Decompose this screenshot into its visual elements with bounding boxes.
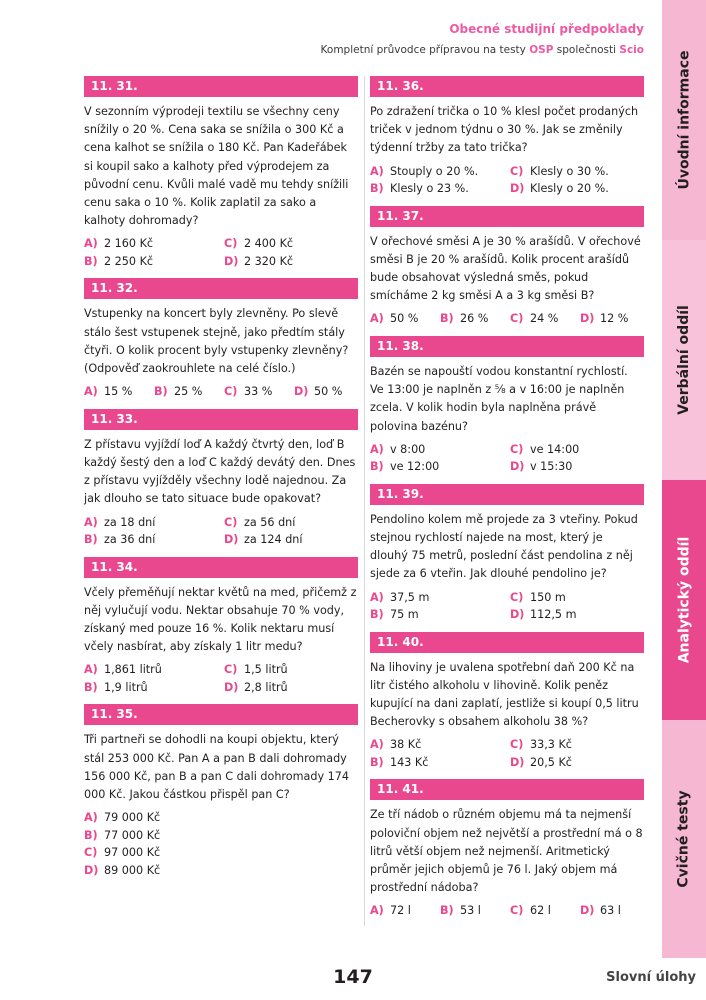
- book-title: Obecné studijní předpoklady: [449, 22, 644, 36]
- answer-option[interactable]: [370, 736, 510, 754]
- question-text: Vstupenky na koncert byly zlevněny. Po slevě stálo šest vstupenek stejně, jako předtím stály čtyři. O kolik procent byly vstupenky zlevněny? (Odpověď zaokrouhlete na celé číslo.): [84, 307, 349, 376]
- answer-option[interactable]: [370, 441, 510, 459]
- option-letter: B): [440, 904, 454, 918]
- answer-options: [370, 902, 644, 928]
- option-value: 26 %: [460, 312, 489, 326]
- option-value: 2 400 Kč: [244, 237, 294, 251]
- answer-option[interactable]: [370, 458, 510, 476]
- option-letter: B): [440, 312, 454, 326]
- option-value: 25 %: [174, 385, 203, 399]
- answer-option[interactable]: [510, 163, 644, 181]
- option-value: 50 %: [314, 385, 343, 399]
- answer-options: [84, 809, 358, 887]
- answer-options: [84, 383, 358, 409]
- section-name: Slovní úlohy: [606, 970, 696, 985]
- question-number: 11. 41.: [370, 779, 644, 800]
- option-value: 2 320 Kč: [244, 254, 294, 268]
- question-number: 11. 32.: [84, 278, 358, 299]
- option-value: 143 Kč: [390, 755, 429, 769]
- answer-option[interactable]: [510, 310, 580, 328]
- answer-option[interactable]: [84, 679, 224, 697]
- question-text: Tři partneři se dohodli na koupi objektu, který stál 253 000 Kč. Pan A a pan B dali dohromady 156 000 Kč, pan B a pan C dali dohromady 174 000 Kč. Jakou částkou přispěl pan C?: [84, 733, 349, 801]
- answer-option[interactable]: [370, 754, 510, 772]
- option-letter: D): [84, 863, 99, 877]
- option-value: 2 160 Kč: [104, 237, 154, 251]
- option-value: v 15:30: [530, 460, 573, 474]
- option-value: Stouply o 20 %.: [390, 164, 479, 178]
- option-letter: C): [224, 663, 238, 677]
- option-value: 33,3 Kč: [530, 738, 572, 752]
- question-number: 11. 31.: [84, 76, 358, 97]
- option-value: za 56 dní: [244, 515, 296, 529]
- answer-option[interactable]: [370, 606, 510, 624]
- option-value: 2,8 litrů: [244, 680, 288, 694]
- question-text: Ze tří nádob o různém objemu má ta nejmenší poloviční objem než největší a prostřední má o 8 litrů větší objem než nejmenší. Aritmetický průměr jejich objemů je 76 l. Jaký objem má prostřední nádoba?: [370, 808, 643, 895]
- option-letter: D): [510, 608, 525, 622]
- tab-uvodni-informace[interactable]: Úvodní informace: [662, 0, 706, 240]
- right-column: [370, 76, 644, 928]
- answer-option[interactable]: [84, 862, 358, 880]
- option-value: 62 l: [530, 904, 551, 918]
- column-divider: [364, 76, 365, 926]
- option-letter: B): [370, 182, 384, 196]
- answer-option[interactable]: [580, 310, 644, 328]
- option-value: 15 %: [104, 385, 133, 399]
- answer-option[interactable]: [510, 606, 644, 624]
- question-text: Po zdražení trička o 10 % klesl počet prodaných triček v jednom týdnu o 30 %. Jak se změnily týdenní tržby za tato trička?: [370, 105, 639, 155]
- answer-option[interactable]: [84, 661, 224, 679]
- option-letter: A): [84, 237, 98, 251]
- question-text: V sezonním výprodeji textilu se všechny ceny snížily o 20 %. Cena saka se snížila o 300 Kč a cena kalhot se snížila o 180 Kč. Pan Kadeřábek si koupil sako a kalhoty před výprodejem za původní cenu. Kvůli malé vadě mu tehdy snížili cenu saka o 10 %. Kolik zaplatil za sako a kalhoty dohromady?: [84, 105, 349, 228]
- option-value: 1,861 litrů: [104, 663, 162, 677]
- answer-option[interactable]: [224, 383, 294, 401]
- answer-option[interactable]: [84, 383, 154, 401]
- answer-options: [370, 163, 644, 206]
- answer-option[interactable]: [370, 180, 510, 198]
- option-letter: A): [84, 663, 98, 677]
- option-letter: C): [510, 442, 524, 456]
- question-number: 11. 35.: [84, 704, 358, 725]
- option-value: 53 l: [460, 904, 481, 918]
- option-value: 112,5 m: [530, 608, 577, 622]
- question-number: 11. 33.: [84, 409, 358, 430]
- answer-options: [84, 235, 358, 278]
- answer-option[interactable]: [224, 679, 358, 697]
- option-value: za 36 dní: [104, 533, 156, 547]
- answer-option[interactable]: [370, 310, 440, 328]
- answer-option[interactable]: [224, 531, 358, 549]
- option-letter: C): [224, 237, 238, 251]
- section-sidebar: [662, 0, 706, 958]
- option-value: 37,5 m: [390, 590, 430, 604]
- option-letter: B): [370, 755, 384, 769]
- answer-option[interactable]: [224, 253, 358, 271]
- answer-option[interactable]: [440, 310, 510, 328]
- option-letter: A): [370, 164, 384, 178]
- option-letter: A): [84, 811, 98, 825]
- option-value: 20,5 Kč: [530, 755, 572, 769]
- option-value: ve 12:00: [390, 460, 440, 474]
- tab-verbalni-oddil[interactable]: Verbální oddíl: [662, 240, 706, 480]
- option-value: 38 Kč: [390, 738, 422, 752]
- answer-options: [370, 589, 644, 632]
- question-text: Pendolino kolem mě projede za 3 vteřiny. Pokud stejnou rychlostí najede na most, který je dlouhý 75 metrů, poslední část pendolina z něj sjede za 6 vteřin. Jak dlouhé pendolino je?: [370, 512, 638, 581]
- tab-cvicne-testy[interactable]: Cvičné testy: [662, 720, 706, 958]
- option-value: 1,5 litrů: [244, 663, 288, 677]
- option-letter: B): [84, 828, 98, 842]
- option-value: ve 14:00: [530, 442, 580, 456]
- option-letter: D): [580, 904, 595, 918]
- option-letter: C): [224, 515, 238, 529]
- option-letter: D): [294, 385, 309, 399]
- answer-option[interactable]: [84, 827, 358, 845]
- answer-option[interactable]: [84, 844, 358, 862]
- option-letter: C): [510, 590, 524, 604]
- answer-option[interactable]: [510, 180, 644, 198]
- osp-label: OSP: [529, 44, 554, 56]
- option-value: 89 000 Kč: [104, 863, 161, 877]
- question-text: Z přístavu vyjíždí loď A každý čtvrtý den, loď B každý šestý den a loď C každý devátý den. Dnes z přístavu vyjížděly všechny lodě najednou. Za jak dlouho se tato situace bude opakovat?: [84, 437, 356, 506]
- option-letter: A): [370, 904, 384, 918]
- question-number: 11. 34.: [84, 557, 358, 578]
- question-number: 11. 40.: [370, 632, 644, 653]
- answer-option[interactable]: [510, 441, 644, 459]
- option-letter: A): [84, 515, 98, 529]
- option-value: 1,9 litrů: [104, 680, 148, 694]
- answer-option[interactable]: [84, 253, 224, 271]
- option-letter: A): [370, 312, 384, 326]
- option-letter: A): [84, 385, 98, 399]
- answer-option[interactable]: [510, 458, 644, 476]
- option-letter: D): [224, 533, 239, 547]
- option-letter: C): [510, 738, 524, 752]
- option-value: 12 %: [600, 312, 629, 326]
- answer-options: [370, 310, 644, 336]
- scio-label: Scio: [619, 44, 644, 56]
- option-value: za 124 dní: [244, 533, 303, 547]
- option-letter: C): [84, 846, 98, 860]
- answer-option[interactable]: [440, 902, 510, 920]
- answer-option[interactable]: [84, 514, 224, 532]
- answer-option[interactable]: [370, 163, 510, 181]
- answer-option[interactable]: [510, 754, 644, 772]
- answer-option[interactable]: [84, 235, 224, 253]
- option-letter: B): [84, 533, 98, 547]
- answer-options: [370, 736, 644, 779]
- option-letter: B): [84, 680, 98, 694]
- option-value: 24 %: [530, 312, 559, 326]
- question-text: V ořechové směsi A je 30 % arašídů. V ořechové směsi B je 20 % arašídů. Kolik procent arašídů bude obsahovat výsledná směs, pokud smícháme 2 kg směsi A a 3 kg směsi B?: [370, 234, 641, 303]
- option-letter: B): [370, 460, 384, 474]
- option-value: 97 000 Kč: [104, 846, 161, 860]
- answer-option[interactable]: [510, 902, 580, 920]
- question-number: 11. 37.: [370, 206, 644, 227]
- answer-option[interactable]: [84, 531, 224, 549]
- answer-options: [84, 514, 358, 557]
- answer-options: [84, 661, 358, 704]
- option-letter: D): [510, 182, 525, 196]
- option-letter: C): [510, 164, 524, 178]
- page-header: [321, 22, 644, 56]
- question-number: 11. 38.: [370, 336, 644, 357]
- option-value: 50 %: [390, 312, 419, 326]
- option-letter: A): [370, 738, 384, 752]
- option-value: 33 %: [244, 385, 273, 399]
- question-number: 11. 36.: [370, 76, 644, 97]
- tab-analyticky-oddil[interactable]: Analytický oddíl: [662, 480, 706, 720]
- answer-option[interactable]: [370, 589, 510, 607]
- option-letter: D): [224, 680, 239, 694]
- question-number: 11. 39.: [370, 484, 644, 505]
- option-letter: B): [84, 254, 98, 268]
- option-value: v 8:00: [390, 442, 426, 456]
- answer-option[interactable]: [510, 736, 644, 754]
- answer-option[interactable]: [294, 383, 358, 401]
- answer-option[interactable]: [370, 902, 440, 920]
- answer-option[interactable]: [224, 514, 358, 532]
- question-text: Bazén se napouští vodou konstantní rychlostí. Ve 13:00 je naplněn z ⅝ a v 16:00 je naplněn zcela. V kolik hodin byla naplněna právě polovina bazénu?: [370, 364, 628, 433]
- question-text: Včely přeměňují nektar květů na med, přičemž z něj vylučují vodu. Nektar obsahuje 70 % vody, získaný med pouze 16 %. Kolik nektaru musí včely nasbírat, aby získaly 1 litr medu?: [84, 585, 357, 654]
- option-letter: C): [224, 385, 238, 399]
- answer-option[interactable]: [224, 661, 358, 679]
- option-value: 75 m: [390, 608, 419, 622]
- option-value: Klesly o 20 %.: [530, 182, 609, 196]
- option-value: 72 l: [390, 904, 411, 918]
- left-column: [84, 76, 358, 887]
- option-letter: A): [370, 442, 384, 456]
- option-letter: D): [224, 254, 239, 268]
- option-value: za 18 dní: [104, 515, 156, 529]
- answer-options: [370, 441, 644, 484]
- option-value: 150 m: [530, 590, 566, 604]
- option-letter: A): [370, 590, 384, 604]
- question-text: Na lihoviny je uvalena spotřební daň 200 Kč na litr čistého alkoholu v lihovině. Kolik peněz kupující na dani zaplatí, jestliže si koupí 0,5 litru Becherovky s obsahem alkoholu 38 %?: [370, 660, 639, 729]
- option-letter: D): [510, 460, 525, 474]
- option-letter: D): [580, 312, 595, 326]
- option-value: 63 l: [600, 904, 621, 918]
- book-subtitle: Kompletní průvodce přípravou na testy OSP společnosti Scio: [320, 44, 644, 56]
- option-value: 77 000 Kč: [104, 828, 161, 842]
- option-letter: B): [370, 608, 384, 622]
- option-letter: C): [510, 312, 524, 326]
- option-letter: D): [510, 755, 525, 769]
- option-value: Klesly o 23 %.: [390, 182, 469, 196]
- page-number: 147: [333, 966, 373, 988]
- answer-option[interactable]: [224, 235, 358, 253]
- option-value: 2 250 Kč: [104, 254, 154, 268]
- answer-option[interactable]: [510, 589, 644, 607]
- option-letter: C): [510, 904, 524, 918]
- answer-option[interactable]: [580, 902, 644, 920]
- option-value: 79 000 Kč: [104, 811, 161, 825]
- answer-option[interactable]: [154, 383, 224, 401]
- option-value: Klesly o 30 %.: [530, 164, 609, 178]
- option-letter: B): [154, 385, 168, 399]
- answer-option[interactable]: [84, 809, 358, 827]
